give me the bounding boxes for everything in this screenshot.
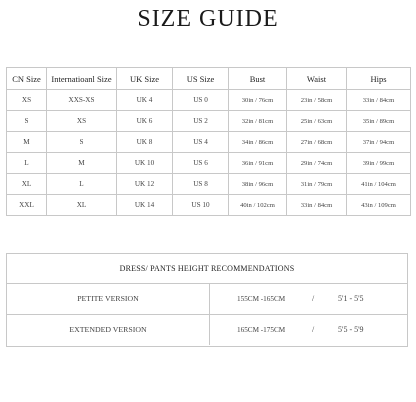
cell-hips: 33in / 84cm [347, 90, 411, 111]
cell-us-size: US 8 [173, 174, 229, 195]
cell-waist: 33in / 84cm [287, 195, 347, 216]
cell-cn-size: L [7, 153, 47, 174]
cell-international-size: XS [47, 111, 117, 132]
cell-hips: 35in / 89cm [347, 111, 411, 132]
version-label: EXTENDED VERSION [7, 314, 210, 345]
height-separator: / [312, 294, 315, 303]
header-us-size: US Size [173, 68, 229, 90]
size-table-header-row [7, 68, 411, 90]
cell-bust: 38in / 96cm [229, 174, 287, 195]
height-range-cm: 165CM -175CM [237, 325, 286, 334]
header-bust: Bust [229, 68, 287, 90]
cell-international-size: L [47, 174, 117, 195]
cell-uk-size: UK 10 [117, 153, 173, 174]
header-international-size: Internatioanl Size [47, 68, 117, 90]
table-row [7, 283, 407, 315]
header-hips: Hips [347, 68, 411, 90]
cell-us-size: US 4 [173, 132, 229, 153]
cell-uk-size: UK 12 [117, 174, 173, 195]
cell-waist: 31in / 79cm [287, 174, 347, 195]
page-title: SIZE GUIDE [137, 6, 279, 32]
height-range-ft: 5'5 - 5'9 [338, 325, 364, 334]
cell-us-size: US 2 [173, 111, 229, 132]
size-table [6, 67, 411, 216]
version-label: PETITE VERSION [7, 283, 210, 314]
table-row [7, 195, 411, 216]
cell-bust: 30in / 76cm [229, 90, 287, 111]
header-cn-size: CN Size [7, 68, 47, 90]
cell-uk-size: UK 14 [117, 195, 173, 216]
table-row [7, 314, 407, 345]
cell-international-size: M [47, 153, 117, 174]
cell-cn-size: XS [7, 90, 47, 111]
cell-cn-size: XXL [7, 195, 47, 216]
height-range-ft: 5'1 - 5'5 [338, 294, 364, 303]
height-recommendations-title: DRESS/ PANTS HEIGHT RECOMMENDATIONS [7, 254, 407, 284]
cell-cn-size: XL [7, 174, 47, 195]
table-row [7, 111, 411, 132]
cell-us-size: US 0 [173, 90, 229, 111]
cell-uk-size: UK 6 [117, 111, 173, 132]
cell-uk-size: UK 4 [117, 90, 173, 111]
cell-waist: 25in / 63cm [287, 111, 347, 132]
table-row [7, 174, 411, 195]
height-range-cm: 155CM -165CM [237, 294, 286, 303]
height-separator: / [312, 325, 315, 334]
cell-cn-size: S [7, 111, 47, 132]
cell-waist: 29in / 74cm [287, 153, 347, 174]
cell-international-size: S [47, 132, 117, 153]
cell-hips: 37in / 94cm [347, 132, 411, 153]
table-row [7, 153, 411, 174]
cell-hips: 39in / 99cm [347, 153, 411, 174]
cell-international-size: XXS-XS [47, 90, 117, 111]
cell-bust: 40in / 102cm [229, 195, 287, 216]
cell-uk-size: UK 8 [117, 132, 173, 153]
header-waist: Waist [287, 68, 347, 90]
cell-hips: 43in / 109cm [347, 195, 411, 216]
cell-bust: 34in / 86cm [229, 132, 287, 153]
cell-waist: 23in / 58cm [287, 90, 347, 111]
table-row [7, 132, 411, 153]
cell-cn-size: M [7, 132, 47, 153]
cell-bust: 32in / 81cm [229, 111, 287, 132]
table-row [7, 90, 411, 111]
height-recommendations-table [6, 253, 408, 347]
header-uk-size: UK Size [117, 68, 173, 90]
cell-waist: 27in / 68cm [287, 132, 347, 153]
cell-bust: 36in / 91cm [229, 153, 287, 174]
cell-international-size: XL [47, 195, 117, 216]
cell-hips: 41in / 104cm [347, 174, 411, 195]
cell-us-size: US 10 [173, 195, 229, 216]
cell-us-size: US 6 [173, 153, 229, 174]
